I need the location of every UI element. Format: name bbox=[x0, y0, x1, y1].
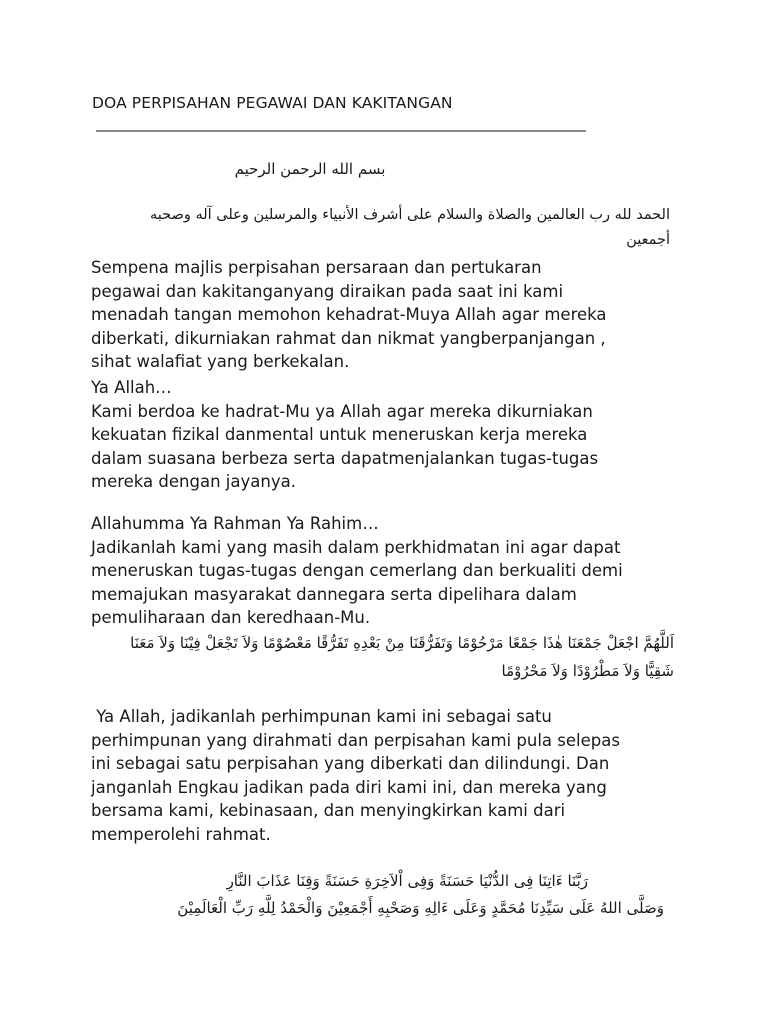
paragraph-line: memajukan masyarakat dannegara serta dipelihara dalam bbox=[91, 584, 577, 604]
paragraph-allahumma bbox=[91, 512, 691, 630]
paragraph-line: memperolehi rahmat. bbox=[91, 824, 271, 844]
paragraph-line: dalam suasana berbeza serta dapatmenjalankan tugas-tugas bbox=[91, 448, 599, 468]
paragraph-line: ini sebagai satu perpisahan yang diberkati dan dilindungi. Dan bbox=[91, 754, 610, 774]
paragraph-line: bersama kami, kebinasaan, dan menyingkirkan kami dari bbox=[91, 801, 566, 821]
paragraph-line: meneruskan tugas-tugas dengan cemerlang dan berkualiti demi bbox=[91, 561, 623, 581]
paragraph-opening bbox=[91, 256, 691, 374]
paragraph-line: Jadikanlah kami yang masih dalam perkhidmatan ini agar dapat bbox=[91, 537, 621, 557]
paragraph-line: kekuatan fizikal danmental untuk meneruskan kerja mereka bbox=[91, 425, 588, 445]
arabic-doa-line-1: اَللَّهُمَّ اجْعَلْ جَمْعَنَا هٰذَا جَمْعًا مَرْحُوْمًا وَتَفَرُّقَنَا مِنْ بَعْدِهِ تَفَرُّقًا مَعْصُوْمًا وَلاَ تَجْعَلْ فِيْنَا وَلاَ مَعَنَا bbox=[130, 634, 674, 652]
paragraph-line: Ya Allah… bbox=[91, 378, 172, 397]
title-underline: ______________________________________________________________________ bbox=[96, 116, 586, 132]
paragraph-line: diberkati, dikurniakan rahmat dan nikmat yangberpanjangan , bbox=[91, 328, 606, 348]
closing-doa-line-1: رَبَّنَا ءَاتِنَا فِى الدُّنْيَا حَسَنَةً وَفِى اْلاَخِرَةِ حَسَنَةً وَقِنَا عَذَابَ النَّارِ bbox=[226, 872, 588, 890]
paragraph-line: pegawai dan kakitanganyang diraikan pada saat ini kami bbox=[91, 281, 564, 301]
document-title: DOA PERPISAHAN PEGAWAI DAN KAKITANGAN bbox=[92, 94, 453, 112]
paragraph-line: Kami berdoa ke hadrat-Mu ya Allah agar mereka dikurniakan bbox=[91, 401, 593, 421]
basmalah: بسم الله الرحمن الرحيم bbox=[234, 160, 386, 178]
paragraph-line: pemuliharaan dan keredhaan-Mu. bbox=[91, 608, 371, 628]
paragraph-line: Sempena majlis perpisahan persaraan dan pertukaran bbox=[91, 258, 542, 277]
paragraph-perhimpunan bbox=[91, 705, 691, 847]
paragraph-line: sihat walafiat yang berkekalan. bbox=[91, 352, 350, 372]
paragraph-line: mereka dengan jayanya. bbox=[91, 472, 296, 492]
paragraph-line: janganlah Engkau jadikan pada diri kami ini, dan mereka yang bbox=[91, 777, 607, 797]
opening-praise-line-1: الحمد لله رب العالمين والصلاة والسلام على أشرف الأنبياء والمرسلين وعلى آله وصحبه bbox=[150, 207, 670, 223]
arabic-doa-line-2: شَقِيًّا وَلاَ مَطْرُوْدًا وَلاَ مَحْرُوْمًا bbox=[501, 662, 674, 680]
closing-doa-line-2: وَصَلَّى اللهُ عَلَى سَيِّدِنَا مُحَمَّدٍ وَعَلَى ءَالِهِ وَصَحْبِهِ أَجْمَعِيْنَ وَالْحَمْدُ لِلَّهِ رَبِّ الْعَالَمِيْنَ bbox=[177, 899, 664, 917]
paragraph-line: menadah tangan memohon kehadrat-Muya Allah agar mereka bbox=[91, 305, 607, 325]
paragraph-line: perhimpunan yang dirahmati dan perpisahan kami pula selepas bbox=[91, 730, 620, 750]
opening-praise-line-2: أجمعين bbox=[626, 232, 670, 248]
paragraph-line: Allahumma Ya Rahman Ya Rahim… bbox=[91, 514, 379, 533]
paragraph-ya-allah bbox=[91, 376, 691, 494]
paragraph-line: Ya Allah, jadikanlah perhimpunan kami ini sebagai satu bbox=[91, 707, 552, 726]
